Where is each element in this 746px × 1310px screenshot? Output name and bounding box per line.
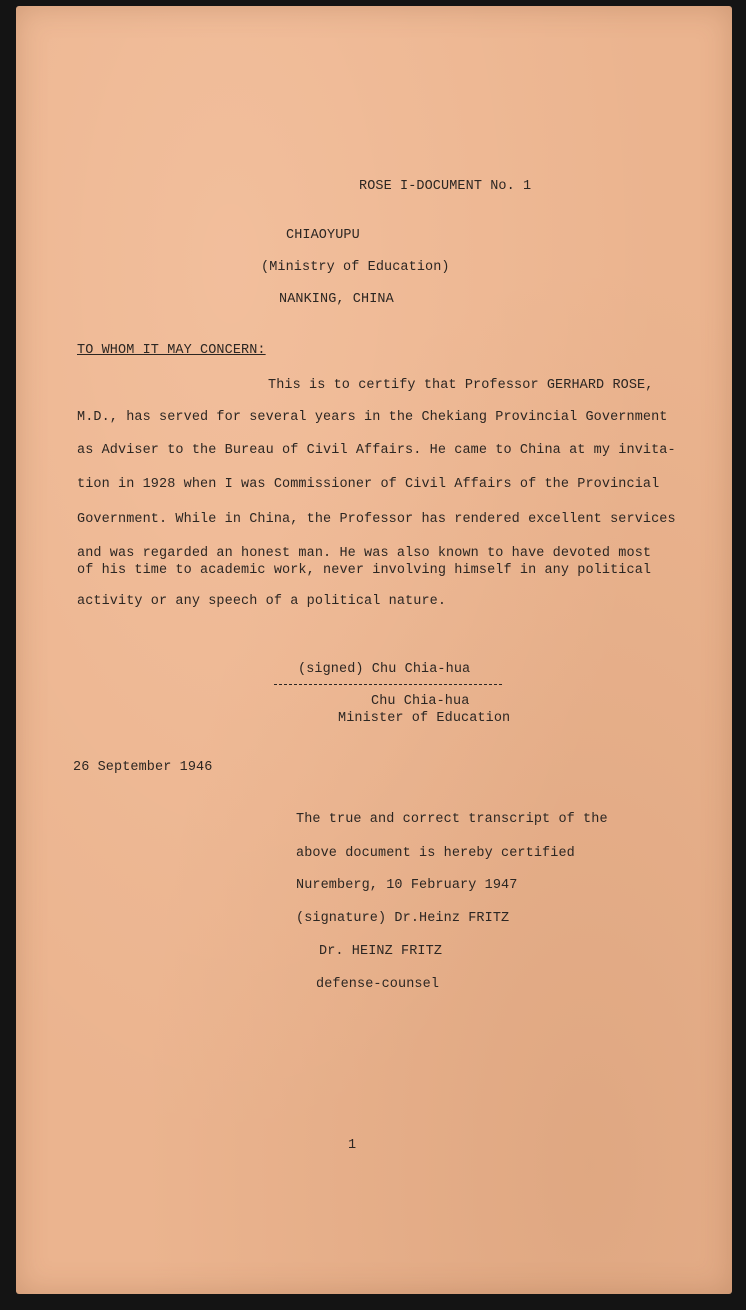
body-line: M.D., has served for several years in the Chekiang Provincial Government bbox=[77, 410, 668, 425]
body-line: of his time to academic work, never involving himself in any political bbox=[77, 563, 652, 578]
document-number: ROSE I-DOCUMENT No. 1 bbox=[359, 179, 532, 194]
body-line: tion in 1928 when I was Commissioner of Civil Affairs of the Provincial bbox=[77, 477, 660, 492]
certification-line: Nuremberg, 10 February 1947 bbox=[296, 878, 518, 893]
body-line: activity or any speech of a political nature. bbox=[77, 594, 447, 609]
certification-line: The true and correct transcript of the bbox=[296, 812, 608, 827]
signature-rule bbox=[274, 684, 502, 685]
document-page bbox=[16, 6, 732, 1294]
document-date: 26 September 1946 bbox=[73, 760, 213, 775]
body-line: as Adviser to the Bureau of Civil Affairs. He came to China at my invita- bbox=[77, 443, 676, 458]
certification-line: Dr. HEINZ FRITZ bbox=[319, 944, 443, 959]
body-line: This is to certify that Professor GERHARD ROSE, bbox=[268, 378, 654, 393]
certification-line: defense-counsel bbox=[316, 977, 440, 992]
signatory-title: Minister of Education bbox=[338, 711, 511, 726]
letterhead-ministry: (Ministry of Education) bbox=[261, 260, 450, 275]
body-line: and was regarded an honest man. He was also known to have devoted most bbox=[77, 546, 652, 561]
body-line: Government. While in China, the Professor has rendered excellent services bbox=[77, 512, 676, 527]
page-number: 1 bbox=[348, 1138, 357, 1153]
certification-line: above document is hereby certified bbox=[296, 846, 575, 861]
signatory-name: Chu Chia-hua bbox=[371, 694, 470, 709]
letterhead-name: CHIAOYUPU bbox=[286, 228, 360, 243]
certification-line: (signature) Dr.Heinz FRITZ bbox=[296, 911, 510, 926]
letterhead-location: NANKING, CHINA bbox=[279, 292, 394, 307]
salutation: TO WHOM IT MAY CONCERN: bbox=[77, 343, 266, 358]
signed-line: (signed) Chu Chia-hua bbox=[298, 662, 471, 677]
